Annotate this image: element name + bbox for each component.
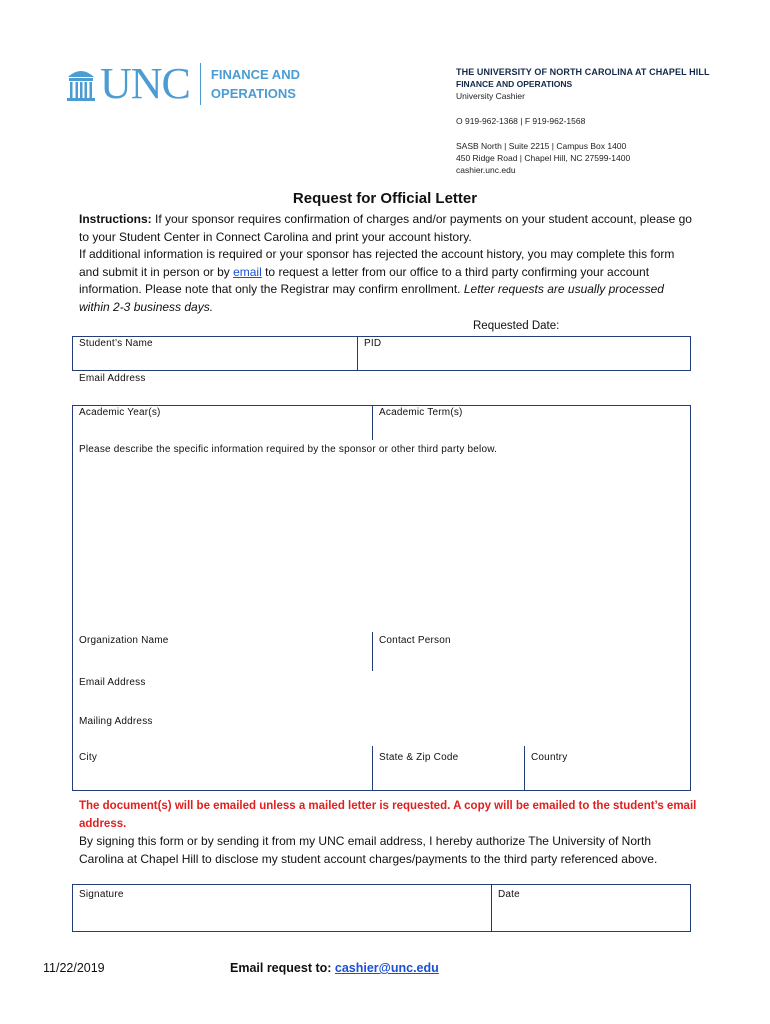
organization-name-field[interactable]: Organization Name xyxy=(79,635,169,646)
logo-divider xyxy=(200,63,201,105)
org-email-row xyxy=(72,671,691,712)
address-line1: SASB North | Suite 2215 | Campus Box 1400 xyxy=(456,141,627,151)
state-zip-field[interactable]: State & Zip Code xyxy=(379,752,459,763)
university-name: THE UNIVERSITY OF NORTH CAROLINA AT CHAPEL HILL xyxy=(456,67,710,77)
unc-logo xyxy=(66,59,300,108)
description-box[interactable] xyxy=(72,440,691,633)
contact-block xyxy=(456,66,710,176)
description-label: Please describe the specific information required by the sponsor or other third party below. xyxy=(79,444,498,455)
city-state-divider xyxy=(372,746,373,791)
signature-field[interactable]: Signature xyxy=(79,889,124,900)
academic-years-field[interactable]: Academic Year(s) xyxy=(79,407,161,418)
office-name: University Cashier xyxy=(456,91,525,101)
instructions-label: Instructions: xyxy=(79,212,152,226)
authorization-statement: By signing this form or by sending it from my UNC email address, I hereby authorize The University of North Carolina at Chapel Hill to disclose my student account charges/payments to the third party referenced above. xyxy=(79,834,658,866)
logo-department xyxy=(211,65,300,103)
department-name: FINANCE AND OPERATIONS xyxy=(456,79,573,89)
country-field[interactable]: Country xyxy=(531,752,568,763)
signature-date-divider xyxy=(491,884,492,932)
page-title: Request for Official Letter xyxy=(292,190,478,207)
address-line2: 450 Ridge Road | Chapel Hill, NC 27599-1400 xyxy=(456,153,631,163)
old-well-icon xyxy=(66,65,96,103)
instructions-processing-note: Letter requests are usually processed within 2-3 business days. xyxy=(79,282,664,314)
contact-person-field[interactable]: Contact Person xyxy=(379,635,451,646)
academic-terms-field[interactable]: Academic Term(s) xyxy=(379,407,463,418)
email-delivery-notice: The document(s) will be emailed unless a mailed letter is requested. A copy will be emailed to the student’s email address. xyxy=(79,800,697,830)
instructions-p2-before: If additional information is required or your sponsor has rejected the account history, you may complete this form and submit it in person or by xyxy=(79,247,675,279)
signature-row xyxy=(72,884,691,932)
website: cashier.unc.edu xyxy=(456,165,516,175)
org-email-field[interactable]: Email Address xyxy=(79,677,146,688)
cashier-email-link[interactable]: cashier@unc.edu xyxy=(334,961,439,975)
city-field[interactable]: City xyxy=(79,752,98,763)
footer-email-request xyxy=(230,961,439,975)
students-name-field[interactable]: Student’s Name xyxy=(79,338,153,349)
phone-fax: O 919-962-1368 | F 919-962-1568 xyxy=(456,116,586,126)
revision-date: 11/22/2019 xyxy=(43,961,105,975)
state-country-divider xyxy=(524,746,525,791)
year-term-divider xyxy=(372,405,373,440)
org-contact-divider xyxy=(372,632,373,672)
email-link[interactable]: email xyxy=(233,264,262,279)
mailing-address-field[interactable]: Mailing Address xyxy=(79,716,153,727)
logo-dept-line1: FINANCE AND xyxy=(210,67,300,82)
instructions-p1: If your sponsor requires confirmation of charges and/or payments on your student account, please go to your Student Center in Connect Carolina and print your account history. xyxy=(79,212,692,244)
mailing-row xyxy=(72,711,691,747)
footer-email-label: Email request to: xyxy=(230,961,335,975)
requested-date-label: Requested Date: xyxy=(473,320,560,332)
student-email-field[interactable]: Email Address xyxy=(79,373,146,384)
name-pid-divider xyxy=(357,336,358,371)
instructions xyxy=(79,211,694,317)
logo-dept-line2: OPERATIONS xyxy=(210,86,296,101)
email-row-divider xyxy=(72,370,691,406)
logo-wordmark: UNC xyxy=(100,59,190,108)
date-field[interactable]: Date xyxy=(498,889,520,900)
instructions-p2-after: to request a letter from our office to a third party confirming your account information. Please note that only the Registrar may confirm enrollment. xyxy=(79,264,650,297)
pid-field[interactable]: PID xyxy=(364,338,382,349)
